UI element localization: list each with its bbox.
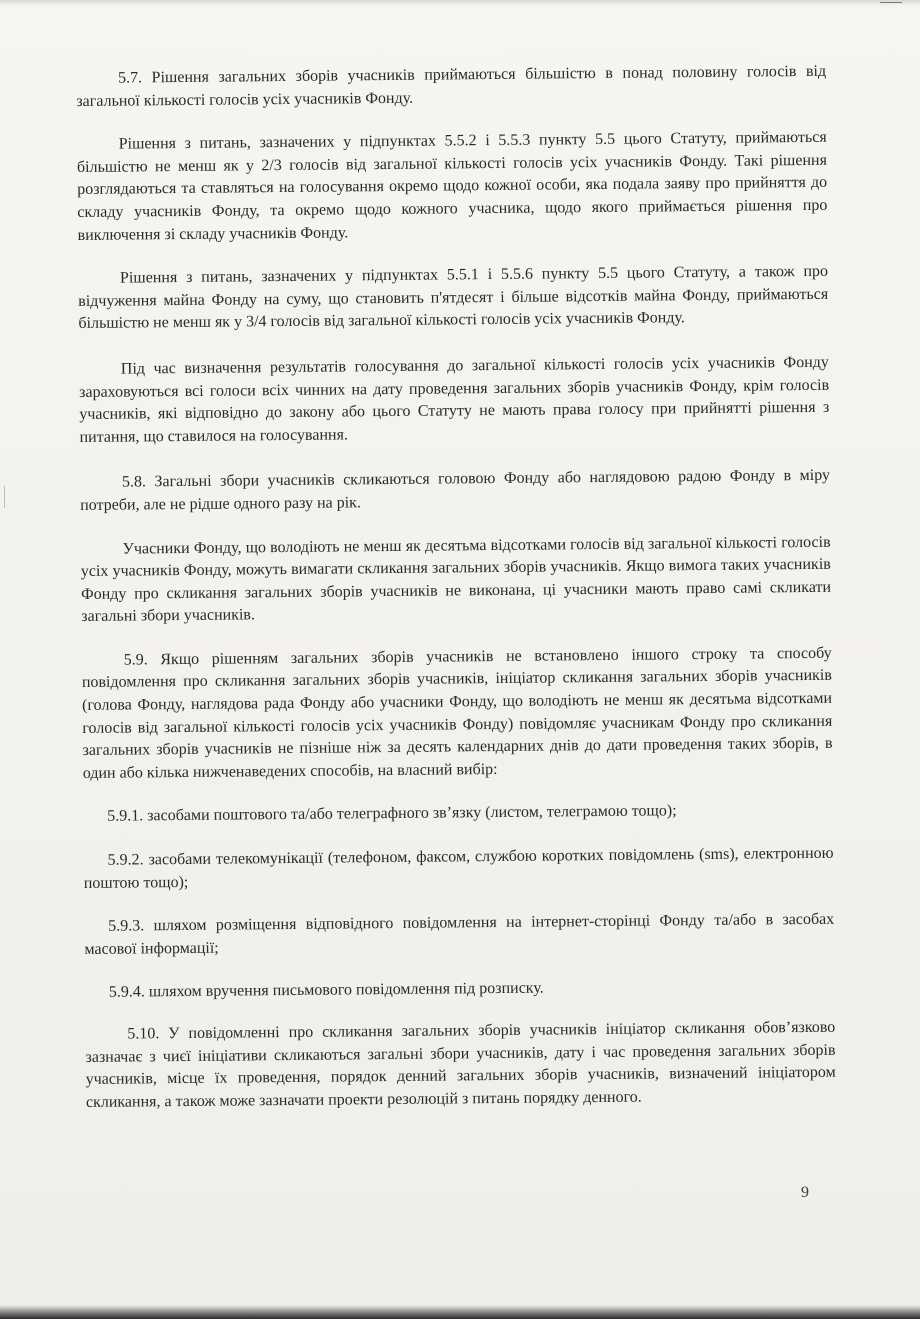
paragraph-5-10: 5.10. У повідомленні про скликання загальних зборів учасників ініціатор скликання обов’язково зазначає з чиєї ініціативи скликаються загальні збори учасників, дату і час проведення загальних зборів учасників, місце їх проведення, порядок денний загальних зборів учасників, визначений ініціатором скликання, а також може зазначати проекти резолюцій з питань порядку денного. [85,1018,836,1111]
paragraph-vote-count: Під час визначення результатів голосування до загальної кількості голосів усіх учасників Фонду зараховуються всі голоси всіх чинних на дату проведення загальних зборів учасників Фонду, крім голосів учасників, які відповідно до закону або цього Статуту не мають права голосу при прийнятті рішення з питання, що ставилося на голосування. [79,353,830,446]
paragraph-member-request: Учасники Фонду, що володіють не менш як десятьма відсотками голосів від загальної кількості голосів усіх учасників Фонду, можуть вимагати скликання загальних зборів учасників. Якщо вимога таких учасників Фонду про скликання загальних зборів учасників не виконана, ці учасники мають право самі скликати загальні збори учасників. [80,533,832,626]
paragraph-5-7: 5.7. Рішення загальних зборів учасників приймаються більшістю в понад половину голосів від загальної кількості голосів усіх учасників Фонду. [76,62,827,110]
page-bottom-edge [0,1305,920,1319]
paragraph-5-9-1: 5.9.1. засобами поштового та/або телеграфного зв’язку (листом, телеграмою тощо); [107,802,677,826]
page-top-edge [0,0,920,6]
paragraph-5-9-2: 5.9.2. засобами телекомунікації (телефоном, факсом, службою коротких повідомлень (sms), електронною поштою тощо); [83,844,834,892]
document-body [76,61,836,1136]
paragraph-5-9-4: 5.9.4. шляхом вручення письмового повідомлення під розписку. [108,979,544,1002]
paragraph-3-4-majority: Рішення з питань, зазначених у підпунктах 5.5.1 і 5.5.6 пункту 5.5 цього Статуту, а також про відчуження майна Фонду на суму, що становить п'ятдесят і більше відсотків майна Фонду, приймаються більшістю не менш як у 3/4 голосів від загальної кількості голосів усіх учасників Фонду. [78,262,829,333]
binding-mark [4,486,13,508]
paragraph-5-9-3: 5.9.3. шляхом розміщення відповідного повідомлення на інтернет-сторінці Фонду та/або в засобах масової інформації; [84,910,835,958]
paragraph-5-9: 5.9. Якщо рішенням загальних зборів учасників не встановлено іншого строку та способу повідомлення про скликання загальних зборів учасників, ініціатор скликання загальних зборів учасників (голова Фонду, наглядова рада Фонду або учасники Фонду, що володіють не менш як десятьма відсотками голосів від загальної кількості голосів усіх учасників Фонду) повідомляє учасникам Фонду про скликання загальних зборів учасників не пізніше ніж за десять календарних днів до дати проведення таких зборів, в один або кілька нижченаведених способів, на власний вибір: [81,644,833,782]
paragraph-5-8: 5.8. Загальні збори учасників скликаються головою Фонду або наглядовою радою Фонду в міру потреби, але не рідше одного разу на рік. [80,467,831,514]
page-number: 9 [801,1184,809,1201]
paragraph-2-3-majority: Рішення з питань, зазначених у підпунктах 5.5.2 і 5.5.3 пункту 5.5 цього Статуту, приймаються більшістю не менш як у 2/3 голосів від загальної кількості голосів усіх учасників Фонду. Такі рішення розглядаються та ставляться на голосування окремо щодо кожної особи, яка подала заяву про прийняття до складу учасників Фонду, та окремо щодо кожного учасника, щодо якого приймається рішення про виключення зі складу учасників Фонду. [76,128,828,244]
scan-corner-mark [880,2,902,11]
